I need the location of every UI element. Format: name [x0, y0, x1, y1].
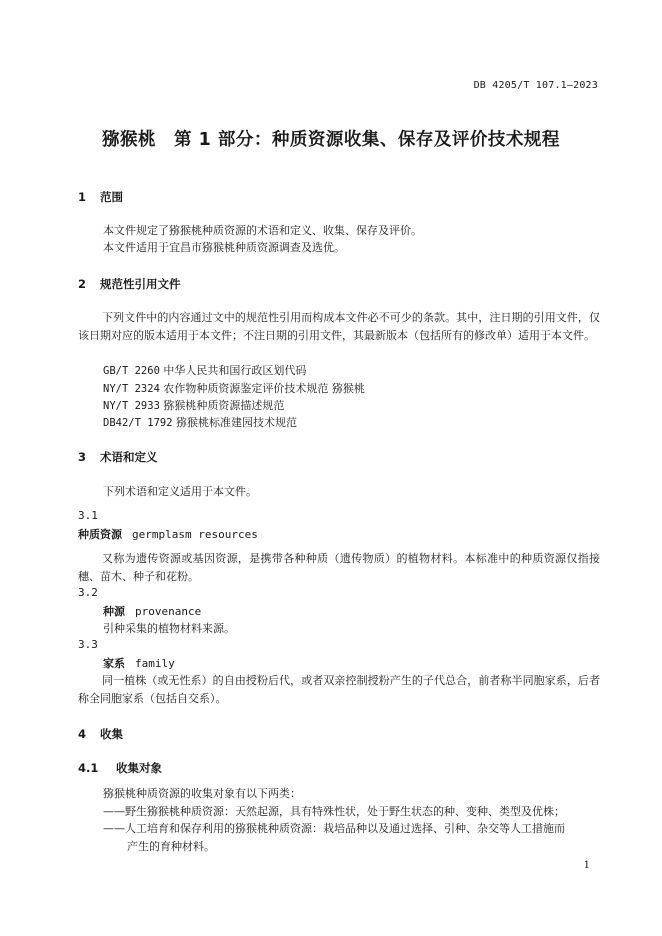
term-entry	[103, 655, 175, 671]
list-item: ——野生猕猴桃种质资源：天然起源，具有特殊性状，处于野生状态的种、变种、类型及优株；	[103, 805, 565, 818]
reference-name: 猕猴桃种质资源描述规范	[163, 399, 285, 412]
term-english: provenance	[135, 605, 202, 618]
term-chinese: 种质资源	[78, 528, 122, 541]
reference-item	[103, 362, 306, 378]
term-number: 3.1	[78, 509, 98, 522]
section-title: 范围	[100, 190, 124, 204]
subsection-title: 收集对象	[116, 761, 163, 775]
section-3-heading	[78, 449, 158, 465]
section-4-heading	[78, 726, 123, 742]
term-number: 3.2	[78, 586, 98, 599]
term-chinese: 家系	[103, 657, 125, 670]
list-item-continuation: 产生的育种材料。	[127, 840, 215, 853]
term-chinese: 种源	[103, 605, 125, 618]
term-entry	[78, 526, 258, 542]
section-2-heading	[78, 276, 181, 292]
section-number: 2	[78, 277, 87, 291]
term-definition: 引种采集的植物材料来源。	[103, 622, 235, 635]
term-english: germplasm resources	[132, 528, 258, 541]
paragraph: 下列文件中的内容通过文中的规范性引用而构成本文件必不可少的条款。其中，注日期的引用文件，仅该日期对应的版本适用于本文件；不注日期的引用文件，其最新版本（包括所有的修改单）适用于本文件。	[78, 311, 600, 342]
section-title: 规范性引用文件	[100, 277, 181, 291]
reference-name: 猕猴桃标准建园技术规范	[176, 416, 298, 429]
paragraph: 本文件适用于宜昌市猕猴桃种质资源调查及选优。	[103, 241, 345, 254]
paragraph: 本文件规定了猕猴桃种质资源的术语和定义、收集、保存及评价。	[103, 224, 422, 237]
page-number: 1	[583, 860, 590, 871]
term-number: 3.3	[78, 638, 98, 651]
term-english: family	[135, 657, 175, 670]
reference-code: NY/T 2933	[103, 400, 160, 412]
reference-name: 中华人民共和国行政区划代码	[163, 364, 307, 377]
list-item: ——人工培育和保存利用的猕猴桃种质资源：栽培品种以及通过选择、引种、杂交等人工措施而	[103, 822, 565, 835]
reference-code: GB/T 2260	[103, 365, 160, 377]
term-definition: 同一植株（或无性系）的自由授粉后代，或者双亲控制授粉产生的子代总合，前者称半同胞家系，后者称全同胞家系（包括自交系）。	[78, 674, 600, 705]
term-definition: 又称为遗传资源或基因资源，是携带各种种质（遗传物质）的植物材料。本标准中的种质资源仅指接穗、苗木、种子和花粉。	[78, 552, 600, 583]
paragraph: 猕猴桃种质资源的收集对象有以下两类：	[103, 787, 301, 800]
section-number: 1	[78, 190, 87, 204]
reference-item	[103, 397, 284, 413]
reference-item	[103, 414, 297, 430]
reference-code: NY/T 2324	[103, 383, 160, 395]
section-number: 3	[78, 450, 87, 464]
term-entry	[103, 603, 201, 619]
section-number: 4	[78, 727, 87, 741]
page-title: 猕猴桃 第 1 部分：种质资源收集、保存及评价技术规程	[102, 130, 560, 150]
reference-item	[103, 380, 365, 396]
reference-code: DB42/T 1792	[103, 417, 173, 429]
paragraph: 下列术语和定义适用于本文件。	[103, 485, 257, 498]
document-number: DB 4205/T 107.1—2023	[473, 80, 598, 91]
section-1-heading	[78, 189, 123, 205]
section-title: 术语和定义	[100, 450, 158, 464]
reference-name: 农作物种质资源鉴定评价技术规范 猕猴桃	[163, 382, 365, 395]
subsection-4-1-heading	[78, 760, 162, 776]
subsection-number: 4.1	[78, 761, 99, 775]
section-title: 收集	[100, 727, 124, 741]
